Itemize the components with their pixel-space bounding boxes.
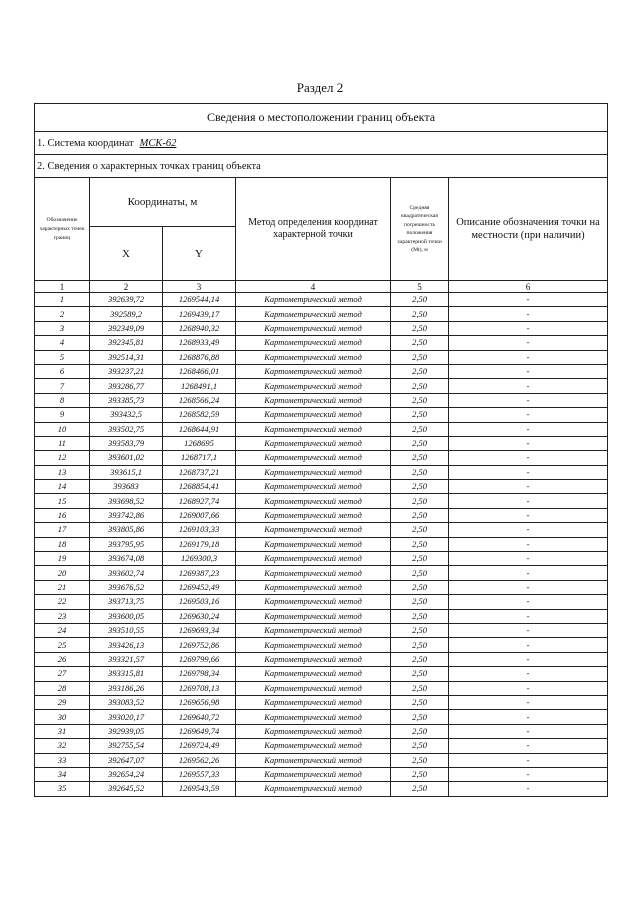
accuracy-cell: 2,50 (391, 695, 449, 709)
table-row (35, 336, 608, 350)
coordinate-system-value: МСК-62 (139, 137, 177, 149)
point-number-cell: 33 (35, 753, 90, 767)
y-coordinate-cell: 1268582,59 (163, 408, 236, 422)
y-coordinate-cell: 1268876,88 (163, 350, 236, 364)
point-number-cell: 19 (35, 552, 90, 566)
method-cell: Картометрический метод (236, 422, 391, 436)
x-coordinate-cell: 393315,81 (90, 667, 163, 681)
accuracy-cell: 2,50 (391, 552, 449, 566)
table-row (35, 393, 608, 407)
y-coordinate-cell: 1269798,34 (163, 667, 236, 681)
y-coordinate-cell: 1269452,49 (163, 580, 236, 594)
point-number-cell: 14 (35, 480, 90, 494)
table-row (35, 307, 608, 321)
accuracy-cell: 2,50 (391, 293, 449, 307)
method-cell: Картометрический метод (236, 638, 391, 652)
point-number-cell: 2 (35, 307, 90, 321)
method-cell: Картометрический метод (236, 293, 391, 307)
y-coordinate-cell: 1269503,16 (163, 595, 236, 609)
description-cell: - (449, 293, 608, 307)
description-cell: - (449, 580, 608, 594)
table-row (35, 379, 608, 393)
method-cell: Картометрический метод (236, 623, 391, 637)
x-coordinate-cell: 392755,54 (90, 739, 163, 753)
table-row (35, 537, 608, 551)
table-title: Сведения о местоположении границ объекта (35, 104, 608, 132)
header-description: Описание обозначения точки на местности (при наличии) (449, 178, 608, 281)
table-row (35, 652, 608, 666)
description-cell: - (449, 451, 608, 465)
y-coordinate-cell: 1269179,18 (163, 537, 236, 551)
description-cell: - (449, 379, 608, 393)
x-coordinate-cell: 393601,02 (90, 451, 163, 465)
column-number: 5 (391, 281, 449, 293)
description-cell: - (449, 537, 608, 551)
method-cell: Картометрический метод (236, 566, 391, 580)
column-number: 6 (449, 281, 608, 293)
method-cell: Картометрический метод (236, 681, 391, 695)
point-number-cell: 24 (35, 623, 90, 637)
table-row (35, 508, 608, 522)
table-row (35, 451, 608, 465)
y-coordinate-cell: 1269562,26 (163, 753, 236, 767)
y-coordinate-cell: 1269640,72 (163, 710, 236, 724)
method-cell: Картометрический метод (236, 595, 391, 609)
accuracy-cell: 2,50 (391, 408, 449, 422)
accuracy-cell: 2,50 (391, 739, 449, 753)
method-cell: Картометрический метод (236, 710, 391, 724)
y-coordinate-cell: 1269724,49 (163, 739, 236, 753)
coordinate-system-cell (35, 132, 608, 155)
y-coordinate-cell: 1269630,24 (163, 609, 236, 623)
accuracy-cell: 2,50 (391, 364, 449, 378)
method-cell: Картометрический метод (236, 436, 391, 450)
y-coordinate-cell: 1268466,01 (163, 364, 236, 378)
method-cell: Картометрический метод (236, 552, 391, 566)
description-cell: - (449, 609, 608, 623)
accuracy-cell: 2,50 (391, 508, 449, 522)
method-cell: Картометрический метод (236, 379, 391, 393)
x-coordinate-cell: 393742,86 (90, 508, 163, 522)
y-coordinate-cell: 1268927,74 (163, 494, 236, 508)
accuracy-cell: 2,50 (391, 580, 449, 594)
y-coordinate-cell: 1268737,21 (163, 465, 236, 479)
description-cell: - (449, 638, 608, 652)
method-cell: Картометрический метод (236, 724, 391, 738)
accuracy-cell: 2,50 (391, 422, 449, 436)
y-coordinate-cell: 1269649,74 (163, 724, 236, 738)
point-number-cell: 26 (35, 652, 90, 666)
method-cell: Картометрический метод (236, 480, 391, 494)
method-cell: Картометрический метод (236, 451, 391, 465)
point-number-cell: 28 (35, 681, 90, 695)
accuracy-cell: 2,50 (391, 681, 449, 695)
y-coordinate-cell: 1269007,66 (163, 508, 236, 522)
x-coordinate-cell: 393683 (90, 480, 163, 494)
table-row (35, 623, 608, 637)
x-coordinate-cell: 393805,86 (90, 523, 163, 537)
point-number-cell: 34 (35, 767, 90, 781)
point-number-cell: 29 (35, 695, 90, 709)
description-cell: - (449, 321, 608, 335)
point-number-cell: 22 (35, 595, 90, 609)
accuracy-cell: 2,50 (391, 307, 449, 321)
description-cell: - (449, 508, 608, 522)
point-number-cell: 21 (35, 580, 90, 594)
y-coordinate-cell: 1268933,49 (163, 336, 236, 350)
table-row (35, 350, 608, 364)
description-cell: - (449, 695, 608, 709)
accuracy-cell: 2,50 (391, 724, 449, 738)
header-coordinates: Координаты, м (90, 178, 236, 227)
header-method: Метод определения координат характерной точки (236, 178, 391, 281)
table-row (35, 480, 608, 494)
header-y: Y (163, 227, 236, 281)
y-coordinate-cell: 1268854,41 (163, 480, 236, 494)
accuracy-cell: 2,50 (391, 379, 449, 393)
point-number-cell: 17 (35, 523, 90, 537)
x-coordinate-cell: 393385,73 (90, 393, 163, 407)
point-number-cell: 4 (35, 336, 90, 350)
x-coordinate-cell: 393615,1 (90, 465, 163, 479)
method-cell: Картометрический метод (236, 767, 391, 781)
y-coordinate-cell: 1269439,17 (163, 307, 236, 321)
point-number-cell: 10 (35, 422, 90, 436)
point-number-cell: 5 (35, 350, 90, 364)
y-coordinate-cell: 1269300,3 (163, 552, 236, 566)
description-cell: - (449, 681, 608, 695)
y-coordinate-cell: 1269799,66 (163, 652, 236, 666)
y-coordinate-cell: 1269708,13 (163, 681, 236, 695)
method-cell: Картометрический метод (236, 667, 391, 681)
method-cell: Картометрический метод (236, 537, 391, 551)
table-row (35, 767, 608, 781)
table-row (35, 681, 608, 695)
points-section-label: 2. Сведения о характерных точках границ объекта (35, 155, 608, 178)
table-row (35, 753, 608, 767)
accuracy-cell: 2,50 (391, 652, 449, 666)
table-row (35, 782, 608, 796)
x-coordinate-cell: 393426,13 (90, 638, 163, 652)
accuracy-cell: 2,50 (391, 465, 449, 479)
method-cell: Картометрический метод (236, 523, 391, 537)
x-coordinate-cell: 393020,17 (90, 710, 163, 724)
table-row (35, 595, 608, 609)
point-number-cell: 12 (35, 451, 90, 465)
method-cell: Картометрический метод (236, 739, 391, 753)
table-row (35, 408, 608, 422)
method-cell: Картометрический метод (236, 393, 391, 407)
method-cell: Картометрический метод (236, 364, 391, 378)
y-coordinate-cell: 1268644,91 (163, 422, 236, 436)
header-x: X (90, 227, 163, 281)
header-point-id: Обозначение характерных точек границ (35, 178, 90, 281)
column-number-row (35, 281, 608, 293)
x-coordinate-cell: 392939,05 (90, 724, 163, 738)
table-row (35, 638, 608, 652)
y-coordinate-cell: 1268717,1 (163, 451, 236, 465)
y-coordinate-cell: 1269752,86 (163, 638, 236, 652)
method-cell: Картометрический метод (236, 336, 391, 350)
table-row (35, 739, 608, 753)
y-coordinate-cell: 1269693,34 (163, 623, 236, 637)
description-cell: - (449, 623, 608, 637)
x-coordinate-cell: 393186,26 (90, 681, 163, 695)
description-cell: - (449, 566, 608, 580)
method-cell: Картометрический метод (236, 465, 391, 479)
x-coordinate-cell: 392345,81 (90, 336, 163, 350)
point-number-cell: 25 (35, 638, 90, 652)
y-coordinate-cell: 1268940,32 (163, 321, 236, 335)
accuracy-cell: 2,50 (391, 451, 449, 465)
table-row (35, 552, 608, 566)
x-coordinate-cell: 393237,21 (90, 364, 163, 378)
table-row (35, 710, 608, 724)
point-number-cell: 20 (35, 566, 90, 580)
description-cell: - (449, 364, 608, 378)
y-coordinate-cell: 1268491,1 (163, 379, 236, 393)
description-cell: - (449, 595, 608, 609)
description-cell: - (449, 724, 608, 738)
x-coordinate-cell: 392514,31 (90, 350, 163, 364)
description-cell: - (449, 753, 608, 767)
table-row (35, 724, 608, 738)
accuracy-cell: 2,50 (391, 393, 449, 407)
x-coordinate-cell: 393432,5 (90, 408, 163, 422)
x-coordinate-cell: 393698,52 (90, 494, 163, 508)
point-number-cell: 7 (35, 379, 90, 393)
description-cell: - (449, 667, 608, 681)
description-cell: - (449, 767, 608, 781)
accuracy-cell: 2,50 (391, 609, 449, 623)
table-row (35, 695, 608, 709)
method-cell: Картометрический метод (236, 408, 391, 422)
point-number-cell: 11 (35, 436, 90, 450)
point-number-cell: 27 (35, 667, 90, 681)
point-number-cell: 9 (35, 408, 90, 422)
point-number-cell: 35 (35, 782, 90, 796)
description-cell: - (449, 782, 608, 796)
x-coordinate-cell: 392349,09 (90, 321, 163, 335)
description-cell: - (449, 710, 608, 724)
description-cell: - (449, 480, 608, 494)
table-row (35, 436, 608, 450)
y-coordinate-cell: 1269656,98 (163, 695, 236, 709)
point-number-cell: 1 (35, 293, 90, 307)
point-number-cell: 30 (35, 710, 90, 724)
table-row (35, 465, 608, 479)
x-coordinate-cell: 393600,05 (90, 609, 163, 623)
method-cell: Картометрический метод (236, 350, 391, 364)
method-cell: Картометрический метод (236, 695, 391, 709)
x-coordinate-cell: 393502,75 (90, 422, 163, 436)
accuracy-cell: 2,50 (391, 336, 449, 350)
accuracy-cell: 2,50 (391, 782, 449, 796)
point-number-cell: 31 (35, 724, 90, 738)
x-coordinate-cell: 393510,55 (90, 623, 163, 637)
y-coordinate-cell: 1268566,24 (163, 393, 236, 407)
description-cell: - (449, 739, 608, 753)
point-number-cell: 13 (35, 465, 90, 479)
description-cell: - (449, 422, 608, 436)
method-cell: Картометрический метод (236, 782, 391, 796)
table-row (35, 580, 608, 594)
point-number-cell: 23 (35, 609, 90, 623)
table-row (35, 321, 608, 335)
point-number-cell: 32 (35, 739, 90, 753)
accuracy-cell: 2,50 (391, 623, 449, 637)
description-cell: - (449, 393, 608, 407)
x-coordinate-cell: 392645,52 (90, 782, 163, 796)
method-cell: Картометрический метод (236, 580, 391, 594)
accuracy-cell: 2,50 (391, 767, 449, 781)
table-row (35, 422, 608, 436)
accuracy-cell: 2,50 (391, 753, 449, 767)
column-number: 2 (90, 281, 163, 293)
description-cell: - (449, 652, 608, 666)
method-cell: Картометрический метод (236, 494, 391, 508)
accuracy-cell: 2,50 (391, 595, 449, 609)
header-accuracy: Средняя квадратическая погрешность положения характерной точки (Mt), м (391, 178, 449, 281)
table-row (35, 494, 608, 508)
method-cell: Картометрический метод (236, 508, 391, 522)
accuracy-cell: 2,50 (391, 436, 449, 450)
point-number-cell: 15 (35, 494, 90, 508)
description-cell: - (449, 336, 608, 350)
description-cell: - (449, 350, 608, 364)
method-cell: Картометрический метод (236, 753, 391, 767)
x-coordinate-cell: 393583,79 (90, 436, 163, 450)
accuracy-cell: 2,50 (391, 537, 449, 551)
accuracy-cell: 2,50 (391, 667, 449, 681)
x-coordinate-cell: 393676,52 (90, 580, 163, 594)
x-coordinate-cell: 392639,72 (90, 293, 163, 307)
table-row (35, 566, 608, 580)
accuracy-cell: 2,50 (391, 494, 449, 508)
accuracy-cell: 2,50 (391, 638, 449, 652)
table-row (35, 364, 608, 378)
section-title: Раздел 2 (296, 80, 344, 95)
method-cell: Картометрический метод (236, 652, 391, 666)
x-coordinate-cell: 392654,24 (90, 767, 163, 781)
table-row (35, 609, 608, 623)
column-number: 1 (35, 281, 90, 293)
table-row (35, 667, 608, 681)
boundary-table (34, 103, 608, 797)
table-row (35, 293, 608, 307)
description-cell: - (449, 436, 608, 450)
table-row (35, 523, 608, 537)
point-number-cell: 3 (35, 321, 90, 335)
column-number: 3 (163, 281, 236, 293)
point-number-cell: 18 (35, 537, 90, 551)
accuracy-cell: 2,50 (391, 350, 449, 364)
accuracy-cell: 2,50 (391, 523, 449, 537)
accuracy-cell: 2,50 (391, 566, 449, 580)
column-number: 4 (236, 281, 391, 293)
point-number-cell: 8 (35, 393, 90, 407)
method-cell: Картометрический метод (236, 307, 391, 321)
description-cell: - (449, 408, 608, 422)
coordinate-system-label: 1. Система координат (37, 137, 134, 149)
y-coordinate-cell: 1269543,59 (163, 782, 236, 796)
x-coordinate-cell: 392589,2 (90, 307, 163, 321)
description-cell: - (449, 465, 608, 479)
x-coordinate-cell: 393602,74 (90, 566, 163, 580)
description-cell: - (449, 523, 608, 537)
x-coordinate-cell: 393321,57 (90, 652, 163, 666)
description-cell: - (449, 494, 608, 508)
point-number-cell: 16 (35, 508, 90, 522)
method-cell: Картометрический метод (236, 609, 391, 623)
accuracy-cell: 2,50 (391, 321, 449, 335)
y-coordinate-cell: 1269544,14 (163, 293, 236, 307)
x-coordinate-cell: 393795,95 (90, 537, 163, 551)
accuracy-cell: 2,50 (391, 480, 449, 494)
x-coordinate-cell: 393286,77 (90, 379, 163, 393)
x-coordinate-cell: 393083,52 (90, 695, 163, 709)
method-cell: Картометрический метод (236, 321, 391, 335)
accuracy-cell: 2,50 (391, 710, 449, 724)
x-coordinate-cell: 392647,07 (90, 753, 163, 767)
y-coordinate-cell: 1269103,33 (163, 523, 236, 537)
x-coordinate-cell: 393713,75 (90, 595, 163, 609)
x-coordinate-cell: 393674,08 (90, 552, 163, 566)
description-cell: - (449, 307, 608, 321)
y-coordinate-cell: 1268695 (163, 436, 236, 450)
point-number-cell: 6 (35, 364, 90, 378)
description-cell: - (449, 552, 608, 566)
y-coordinate-cell: 1269387,23 (163, 566, 236, 580)
y-coordinate-cell: 1269557,33 (163, 767, 236, 781)
